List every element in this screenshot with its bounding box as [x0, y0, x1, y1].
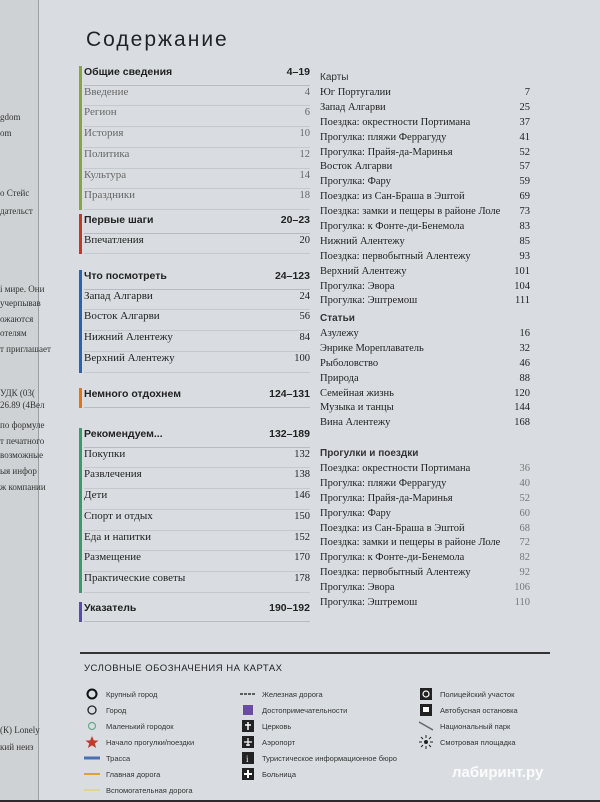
legend-column-1 — [84, 686, 194, 798]
prev-page-text: по формуле — [0, 420, 45, 430]
entry-page: 14 — [299, 169, 310, 181]
legend-label: Смотровая площадка — [440, 737, 516, 747]
section-title: Указатель — [84, 602, 137, 614]
prev-page-text: ыя инфор — [0, 466, 37, 476]
legend-label: Город — [106, 705, 127, 715]
entry-page: 144 — [514, 402, 530, 414]
section-page-range: 190–192 — [269, 602, 310, 614]
legend-label: Полицейский участок — [440, 689, 515, 699]
page-title: Содержание — [86, 28, 229, 51]
entry-title: Размещение — [84, 551, 142, 564]
toc-entry — [84, 86, 310, 107]
legend-item — [84, 766, 194, 782]
entry-title: Поездка: замки и пещеры в районе Лоле — [320, 537, 501, 549]
entry-title: Нижний Алентежу — [320, 235, 405, 247]
legend-item — [418, 734, 518, 750]
list-entry — [320, 102, 530, 117]
legend-item — [418, 702, 518, 718]
entry-title: Вина Алентежу — [320, 417, 391, 429]
entry-page: 10 — [299, 128, 310, 140]
section-title: Немного отдохнем — [84, 388, 181, 400]
legend-label: Больница — [262, 769, 297, 779]
prev-page-text: (К) Lonely — [0, 725, 40, 735]
star-icon — [84, 735, 100, 749]
list-entry — [320, 373, 530, 388]
entry-title: Поездка: окрестности Портимана — [320, 116, 471, 128]
prev-page-text: ж компании — [0, 482, 46, 492]
legend-label: Железная дорога — [262, 689, 323, 699]
entry-title: Прогулка: Эвора — [320, 280, 395, 292]
entry-title: Прогулка: Эштремош — [320, 295, 418, 307]
prev-page-text: т приглашает — [0, 344, 51, 354]
list-entry — [320, 402, 530, 417]
entry-title: Юг Португалии — [320, 87, 391, 98]
list-entry — [320, 191, 530, 206]
legend-label: Крупный город — [106, 689, 158, 699]
section-color-bar — [79, 214, 82, 254]
entry-page: 146 — [294, 490, 310, 502]
viewpoint-icon — [418, 735, 434, 749]
legend-item — [418, 718, 518, 734]
entry-title: Энрике Мореплаватель — [320, 342, 424, 354]
entry-page: 6 — [304, 107, 310, 119]
railway-icon — [240, 687, 256, 701]
legend-label: Главная дорога — [106, 769, 161, 779]
list-entry — [320, 417, 530, 432]
articles-list — [320, 313, 530, 432]
list-entry — [320, 343, 530, 358]
entry-page: 4 — [304, 86, 310, 98]
entry-page: 111 — [515, 295, 530, 307]
entry-title: Прогулка: Прайя-да-Маринья — [320, 146, 453, 158]
list-entry — [320, 582, 530, 597]
legend-item — [84, 734, 194, 750]
list-entry — [320, 295, 530, 310]
legend-label: Аэропорт — [262, 737, 296, 747]
police-icon — [418, 687, 434, 701]
entry-page: 83 — [519, 221, 530, 233]
prev-page-text: учерпывав — [0, 298, 41, 308]
entry-title: Прогулка: Фару — [320, 507, 391, 519]
toc-entry — [84, 572, 310, 593]
list-entry — [320, 147, 530, 162]
entry-title: Рыболовство — [320, 357, 379, 369]
legend-label: Достопримечательности — [262, 705, 348, 715]
entry-page: 101 — [514, 265, 530, 277]
info-icon — [240, 751, 256, 765]
entry-page: 37 — [519, 116, 530, 128]
toc-entry — [84, 290, 310, 311]
entry-page: 68 — [519, 522, 530, 534]
toc-entry — [84, 127, 310, 148]
list-entry — [320, 552, 530, 567]
entry-title: Регион — [84, 106, 117, 119]
entry-title: Поездка: из Сан-Браша в Эштой — [320, 191, 465, 203]
entry-title: Азулежу — [320, 328, 359, 339]
entry-page: 92 — [519, 567, 530, 579]
entry-page: 60 — [519, 507, 530, 519]
list-entry — [320, 87, 530, 102]
prev-page-text: т печатного — [0, 436, 45, 446]
entry-title: Прогулка: пляжи Феррагуду — [320, 477, 447, 489]
toc-entry — [84, 352, 310, 373]
entry-title: Практические советы — [84, 572, 186, 585]
entry-title: Культура — [84, 168, 127, 181]
legend-item — [84, 750, 194, 766]
list-entry — [320, 206, 530, 221]
park-icon — [418, 719, 434, 733]
maps-list — [320, 72, 530, 310]
section-color-bar — [79, 602, 82, 622]
entry-page: 85 — [519, 235, 530, 247]
entry-title: Верхний Алентежу — [320, 265, 407, 277]
legend-item — [240, 750, 397, 766]
legend-label: Начало прогулки/поездки — [106, 737, 195, 747]
entry-title: Прогулка: Фару — [320, 176, 391, 188]
legend-column-2 — [240, 686, 397, 782]
entry-title: Верхний Алентежу — [84, 351, 175, 364]
main-road-icon — [84, 767, 100, 781]
list-entry — [320, 508, 530, 523]
section-page-range: 4–19 — [286, 66, 310, 78]
entry-page: 82 — [519, 552, 530, 564]
airport-icon — [240, 735, 256, 749]
list-entry — [320, 523, 530, 538]
church-icon — [240, 719, 256, 733]
legend-label: Трасса — [106, 753, 131, 763]
section-heading — [84, 388, 310, 408]
prev-page-text: УДК (03( — [0, 388, 35, 398]
toc-entry — [84, 468, 310, 489]
entry-title: Поездка: первобытный Алентежу — [320, 250, 471, 262]
entry-page: 104 — [514, 280, 530, 292]
legend-item — [240, 734, 397, 750]
legend-item — [84, 686, 194, 702]
entry-page: 150 — [294, 510, 310, 522]
entry-title: Прогулка: пляжи Феррагуду — [320, 131, 447, 143]
section-heading — [84, 428, 310, 448]
toc-entry — [84, 448, 310, 469]
legend-item — [240, 686, 397, 702]
toc-section — [84, 602, 310, 622]
prev-page-text: дательст — [0, 206, 33, 216]
toc-entry — [84, 510, 310, 531]
entry-title: Прогулка: Эштремош — [320, 597, 418, 609]
legend-item — [240, 766, 397, 782]
section-title: Первые шаги — [84, 214, 154, 226]
entry-title: Политика — [84, 147, 130, 160]
list-heading: Прогулки и поездки — [320, 448, 419, 459]
toc-entry — [84, 169, 310, 190]
toc-entry — [84, 234, 310, 255]
entry-page: 25 — [519, 101, 530, 113]
entry-title: Дети — [84, 489, 108, 502]
prev-page-text: возможные — [0, 450, 44, 460]
toc-entry — [84, 531, 310, 552]
entry-title: Запад Алгарви — [84, 289, 153, 302]
entry-page: 93 — [519, 250, 530, 262]
entry-page: 100 — [294, 352, 310, 364]
legend-column-3 — [418, 686, 518, 750]
entry-title: Прогулка: Эвора — [320, 582, 395, 594]
prev-page-text: о Стейс — [0, 188, 30, 198]
entry-title: Прогулка: Прайя-да-Маринья — [320, 492, 453, 504]
legend-label: Туристическое информационное бюро — [262, 753, 397, 763]
toc-entry — [84, 551, 310, 572]
toc-entry — [84, 310, 310, 331]
section-color-bar — [79, 66, 82, 210]
list-entry — [320, 176, 530, 191]
prev-page-text: кий неиз — [0, 742, 34, 752]
prev-page-text: i мире. Они — [0, 284, 45, 294]
prev-page-text: 26.89 (4Вел — [0, 400, 45, 410]
section-page-range: 124–131 — [269, 388, 310, 400]
watermark: лабиринт.ру — [452, 764, 544, 781]
toc-section — [84, 214, 310, 254]
section-heading — [84, 214, 310, 234]
list-entry — [320, 117, 530, 132]
entry-title: Восток Алгарви — [84, 310, 160, 323]
entry-title: История — [84, 127, 124, 140]
section-title: Общие сведения — [84, 66, 173, 78]
section-title: Рекомендуем... — [84, 428, 163, 440]
large-city-icon — [84, 687, 100, 701]
section-color-bar — [79, 428, 82, 593]
legend-item — [240, 702, 397, 718]
entry-page: 138 — [294, 469, 310, 481]
list-entry — [320, 328, 530, 343]
entry-page: 106 — [514, 582, 530, 594]
section-page-range: 20–23 — [280, 214, 310, 226]
entry-title: Поездка: первобытный Алентежу — [320, 567, 471, 579]
legend-item — [418, 686, 518, 702]
entry-title: Восток Алгарви — [320, 161, 393, 173]
entry-page: 20 — [299, 234, 310, 246]
city-icon — [84, 703, 100, 717]
entry-page: 168 — [514, 417, 530, 429]
entry-page: 152 — [294, 531, 310, 543]
section-color-bar — [79, 388, 82, 408]
previous-page-edge — [0, 0, 51, 800]
list-entry — [320, 597, 530, 612]
section-page-range: 24–123 — [274, 270, 310, 282]
entry-page: 72 — [519, 537, 530, 549]
walks-list — [320, 448, 530, 612]
list-entry — [320, 221, 530, 236]
legend-item — [84, 702, 194, 718]
sight-icon — [240, 703, 256, 717]
list-entry — [320, 537, 530, 552]
list-entry — [320, 251, 530, 266]
entry-title: Нижний Алентежу — [84, 331, 173, 344]
entry-page: 24 — [299, 290, 310, 302]
list-heading: Статьи — [320, 313, 355, 324]
section-title: Что посмотреть — [84, 270, 167, 282]
entry-title: Спорт и отдых — [84, 509, 153, 522]
entry-title: Праздники — [84, 189, 136, 202]
entry-page: 32 — [519, 342, 530, 354]
legend-label: Маленький городок — [106, 721, 174, 731]
entry-page: 178 — [294, 573, 310, 585]
toc-entry — [84, 148, 310, 169]
list-heading: Карты — [320, 72, 349, 83]
entry-page: 16 — [519, 328, 530, 339]
entry-page: 59 — [519, 176, 530, 188]
entry-page: 56 — [299, 311, 310, 323]
toc-entry — [84, 106, 310, 127]
entry-page: 110 — [514, 597, 530, 609]
legend-item — [240, 718, 397, 734]
svg-text:i: i — [246, 754, 249, 764]
toc-entry — [84, 331, 310, 352]
list-entry — [320, 161, 530, 176]
list-entry — [320, 132, 530, 147]
small-town-icon — [84, 719, 100, 733]
entry-title: Введение — [84, 85, 129, 98]
entry-title: Поездка: из Сан-Браша в Эштой — [320, 522, 465, 534]
toc-section — [84, 428, 310, 593]
section-heading — [84, 270, 310, 290]
section-color-bar — [79, 270, 82, 373]
section-page-range: 132–189 — [269, 428, 310, 440]
list-entry — [320, 493, 530, 508]
legend-item — [84, 718, 194, 734]
section-heading — [84, 66, 310, 86]
toc-section — [84, 270, 310, 373]
entry-page: 46 — [519, 357, 530, 369]
entry-page: 73 — [519, 206, 530, 218]
entry-page: 132 — [294, 448, 310, 460]
prev-page-text: ожаются — [0, 314, 34, 324]
toc-entry — [84, 189, 310, 210]
entry-page: 40 — [519, 477, 530, 489]
entry-page: 36 — [519, 463, 530, 474]
entry-title: Развлечения — [84, 468, 142, 481]
entry-page: 120 — [514, 387, 530, 399]
entry-title: Природа — [320, 372, 359, 384]
entry-page: 57 — [519, 161, 530, 173]
entry-title: Поездка: замки и пещеры в районе Лоле — [320, 206, 501, 218]
prev-page-text: gdom — [0, 112, 21, 122]
toc-section — [84, 66, 310, 210]
list-entry — [320, 478, 530, 493]
entry-page: 88 — [519, 372, 530, 384]
toc-section — [84, 388, 310, 408]
legend-label: Церковь — [262, 721, 292, 731]
list-entry — [320, 281, 530, 296]
list-entry — [320, 236, 530, 251]
entry-title: Семейная жизнь — [320, 387, 394, 399]
list-entry — [320, 388, 530, 403]
entry-page: 7 — [524, 87, 530, 98]
entry-title: Поездка: окрестности Портимана — [320, 463, 471, 474]
entry-page: 12 — [299, 148, 310, 160]
entry-title: Музыка и танцы — [320, 402, 394, 414]
toc-entry — [84, 489, 310, 510]
entry-page: 52 — [519, 492, 530, 504]
entry-page: 18 — [299, 190, 310, 202]
entry-page: 41 — [519, 131, 530, 143]
entry-page: 170 — [294, 552, 310, 564]
legend-label: Вспомогательная дорога — [106, 785, 193, 795]
entry-page: 84 — [299, 332, 310, 344]
prev-page-text: отелям — [0, 328, 27, 338]
entry-title: Покупки — [84, 447, 126, 460]
highway-icon — [84, 751, 100, 765]
entry-page: 69 — [519, 191, 530, 203]
entry-title: Прогулка: к Фонте-ди-Бенемола — [320, 221, 465, 233]
list-entry — [320, 358, 530, 373]
list-entry — [320, 463, 530, 478]
list-entry — [320, 567, 530, 582]
section-heading — [84, 602, 310, 622]
minor-road-icon — [84, 783, 100, 797]
hospital-icon — [240, 767, 256, 781]
legend-label: Автобусная остановка — [440, 705, 518, 715]
legend-item — [84, 782, 194, 798]
legend-title: УСЛОВНЫЕ ОБОЗНАЧЕНИЯ НА КАРТАХ — [84, 663, 283, 674]
prev-page-text: om — [0, 128, 12, 138]
entry-title: Прогулка: к Фонте-ди-Бенемола — [320, 552, 465, 564]
entry-page: 52 — [519, 146, 530, 158]
entry-title: Впечатления — [84, 233, 144, 246]
legend-label: Национальный парк — [440, 721, 511, 731]
entry-title: Запад Алгарви — [320, 101, 386, 113]
list-entry — [320, 266, 530, 281]
entry-title: Еда и напитки — [84, 530, 152, 543]
bus-icon — [418, 703, 434, 717]
